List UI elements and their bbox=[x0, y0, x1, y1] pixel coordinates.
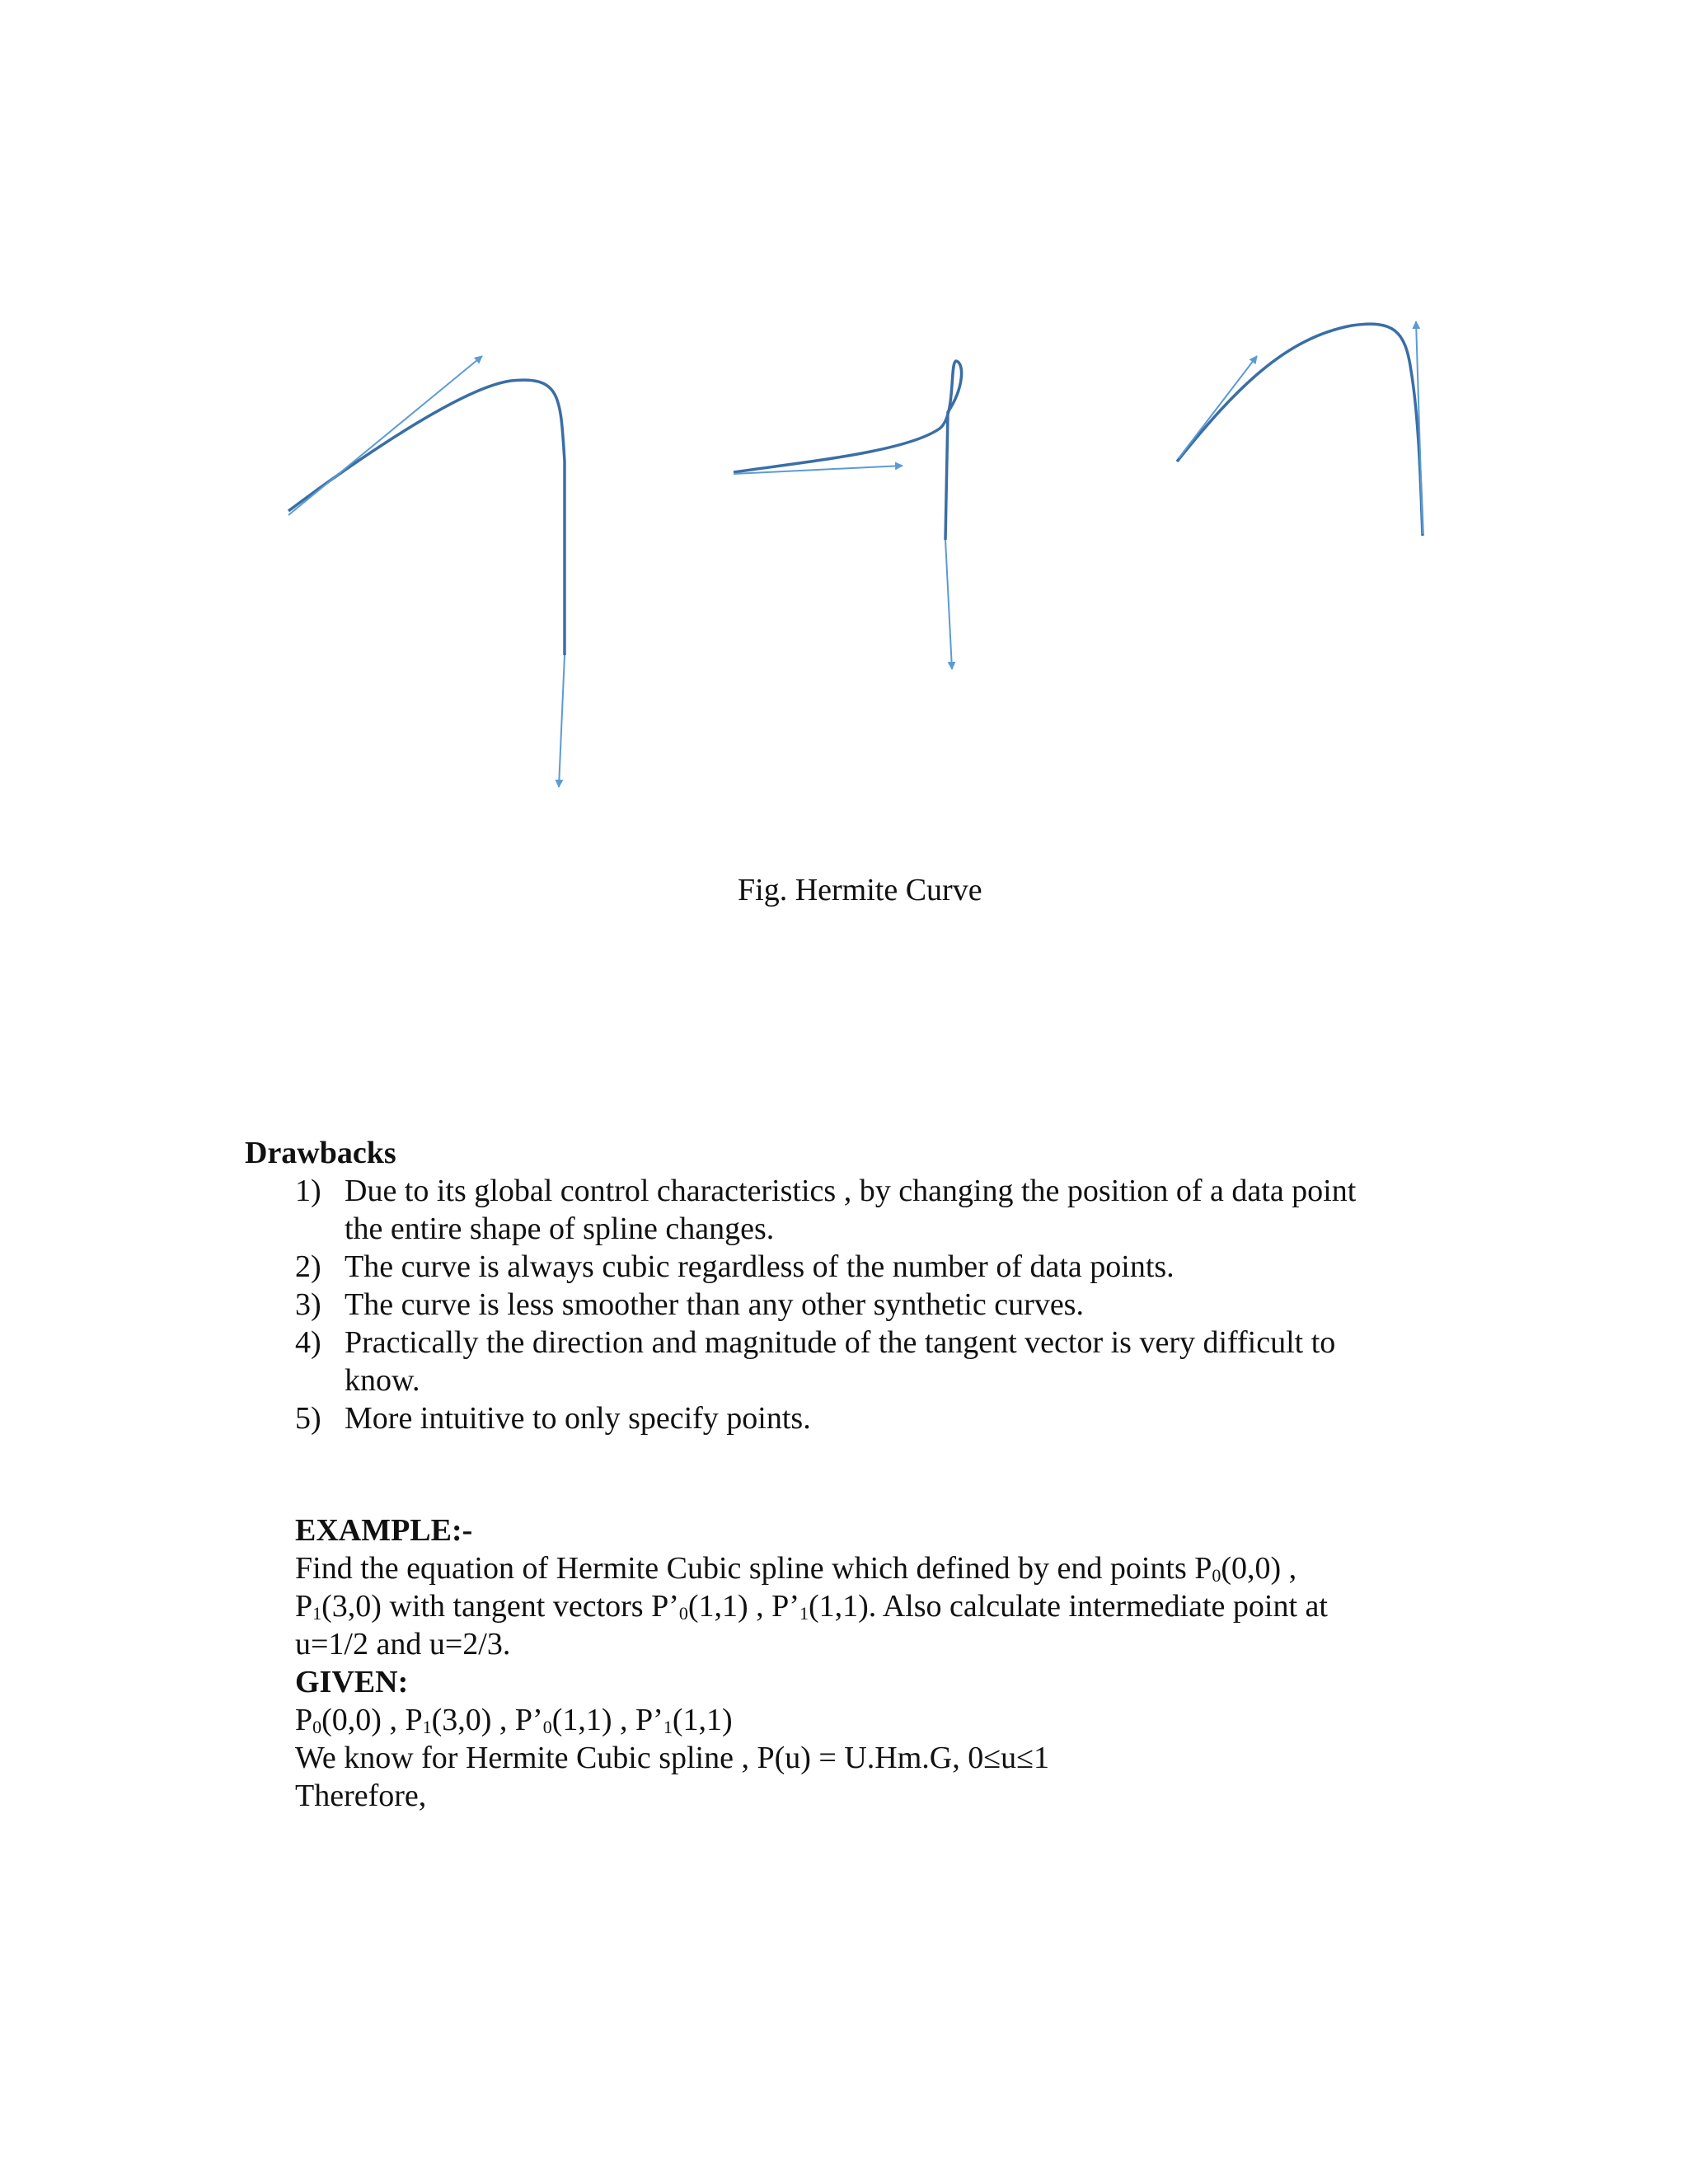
drawbacks-heading: Drawbacks bbox=[245, 1136, 396, 1170]
text-run: (3,0) , P’ bbox=[431, 1703, 543, 1737]
text-run: P bbox=[295, 1589, 313, 1624]
subscript: 1 bbox=[663, 1717, 673, 1737]
example-line-2 bbox=[295, 1587, 1328, 1625]
drawback-text-line1: The curve is less smoother than any other synthetic curves. bbox=[345, 1287, 1084, 1322]
subscript: 1 bbox=[799, 1603, 809, 1624]
tangent-vector-start-1 bbox=[288, 356, 482, 515]
hermite-curve-2 bbox=[734, 361, 962, 669]
text-run: (3,0) with tangent vectors P’ bbox=[321, 1589, 679, 1624]
subscript: 0 bbox=[1212, 1565, 1221, 1586]
text-run: (0,0) , P bbox=[321, 1703, 423, 1737]
drawback-number: 1) bbox=[295, 1174, 321, 1208]
drawback-text-line1: Practically the direction and magnitude of the tangent vector is very difficult to bbox=[345, 1325, 1336, 1360]
example-line-1 bbox=[295, 1549, 1296, 1587]
text-run: (1,1) bbox=[672, 1703, 733, 1737]
hermite-curve-1 bbox=[288, 356, 565, 787]
curve-2-path bbox=[734, 361, 962, 540]
drawback-number: 2) bbox=[295, 1249, 321, 1284]
example-line-3: u=1/2 and u=2/3. bbox=[295, 1627, 511, 1661]
drawback-text-line2: the entire shape of spline changes. bbox=[345, 1212, 775, 1246]
given-values bbox=[295, 1701, 733, 1739]
subscript: 1 bbox=[312, 1603, 322, 1624]
hermite-formula-line: We know for Hermite Cubic spline , P(u) = U.Hm.G, 0≤u≤1 bbox=[295, 1741, 1049, 1775]
text-run: Find the equation of Hermite Cubic spline which defined by end points P bbox=[295, 1551, 1212, 1586]
drawback-number: 3) bbox=[295, 1287, 321, 1322]
drawback-number: 4) bbox=[295, 1325, 321, 1360]
text-run: (1,1) , P’ bbox=[551, 1703, 663, 1737]
drawback-number: 5) bbox=[295, 1401, 321, 1436]
therefore-line: Therefore, bbox=[295, 1779, 427, 1813]
tangent-vector-start-3 bbox=[1179, 356, 1257, 458]
subscript: 0 bbox=[542, 1717, 552, 1737]
hermite-curve-figure bbox=[0, 0, 1688, 907]
tangent-vector-end-2 bbox=[945, 540, 952, 669]
example-heading: EXAMPLE:- bbox=[295, 1513, 473, 1548]
given-heading: GIVEN: bbox=[295, 1665, 409, 1699]
drawback-text-line1: More intuitive to only specify points. bbox=[345, 1401, 811, 1436]
drawback-text-line1: Due to its global control characteristics , by changing the position of a data point bbox=[345, 1174, 1357, 1208]
text-run: (1,1). Also calculate intermediate point at bbox=[808, 1589, 1328, 1624]
figure-caption-text: Fig. Hermite Curve bbox=[738, 873, 982, 907]
drawback-text-line1: The curve is always cubic regardless of the number of data points. bbox=[345, 1249, 1175, 1284]
drawback-text-line2: know. bbox=[345, 1363, 420, 1398]
curve-1-path bbox=[288, 380, 565, 655]
text-run: (0,0) , bbox=[1221, 1551, 1297, 1586]
text-run: (1,1) , P’ bbox=[687, 1589, 799, 1624]
subscript: 0 bbox=[678, 1603, 688, 1624]
subscript: 1 bbox=[422, 1717, 432, 1737]
subscript: 0 bbox=[312, 1717, 322, 1737]
hermite-curve-3 bbox=[1177, 321, 1423, 536]
curve-3-path bbox=[1177, 324, 1423, 536]
tangent-vector-end-1 bbox=[559, 655, 565, 787]
text-run: P bbox=[295, 1703, 313, 1737]
